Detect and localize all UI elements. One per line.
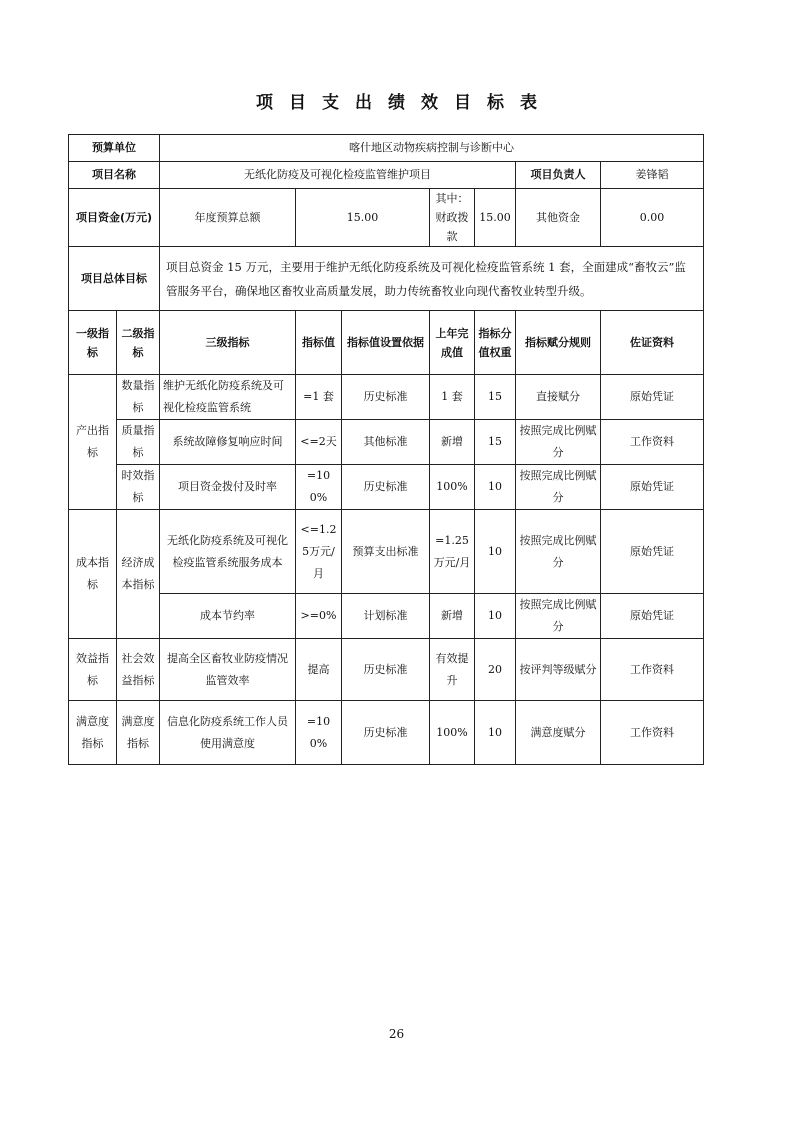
title-char: 效 (421, 93, 438, 113)
evidence-cell: 工作资料 (601, 701, 704, 765)
weight-cell: 20 (475, 639, 516, 701)
level3-cell: 无纸化防疫系统及可视化检疫监管系统服务成本 (160, 510, 296, 594)
group-cost: 成本指标 (69, 510, 117, 639)
project-leader-label: 项目负责人 (516, 162, 601, 189)
other-funds-value: 0.00 (601, 189, 704, 247)
rule-cell: 满意度赋分 (516, 701, 601, 765)
table-row (69, 465, 704, 510)
column-header-row (69, 311, 704, 375)
weight-cell: 10 (475, 510, 516, 594)
col-value: 指标值 (296, 311, 342, 375)
title-char: 表 (520, 93, 537, 113)
rule-cell: 按照完成比例赋分 (516, 510, 601, 594)
annual-budget-value: 15.00 (296, 189, 430, 247)
table-row (69, 375, 704, 420)
value-cell: <=2天 (296, 420, 342, 465)
title-char: 绩 (388, 93, 405, 113)
evidence-cell: 原始凭证 (601, 510, 704, 594)
value-cell: <=1.25万元/月 (296, 510, 342, 594)
basis-cell: 历史标准 (342, 701, 430, 765)
col-rule: 指标赋分规则 (516, 311, 601, 375)
table-row (69, 701, 704, 765)
title-char: 支 (322, 93, 339, 113)
table-row (69, 135, 704, 162)
rule-cell: 按照完成比例赋分 (516, 594, 601, 639)
level2-cell: 时效指标 (117, 465, 160, 510)
rule-cell: 按照完成比例赋分 (516, 465, 601, 510)
table-row (69, 247, 704, 311)
other-funds-label: 其他资金 (516, 189, 601, 247)
project-name-label: 项目名称 (69, 162, 160, 189)
evidence-cell: 原始凭证 (601, 465, 704, 510)
weight-cell: 10 (475, 465, 516, 510)
weight-cell: 10 (475, 594, 516, 639)
rule-cell: 按评判等级赋分 (516, 639, 601, 701)
basis-cell: 计划标准 (342, 594, 430, 639)
basis-cell: 历史标准 (342, 375, 430, 420)
level3-cell: 提高全区畜牧业防疫情况监管效率 (160, 639, 296, 701)
title-char: 目 (289, 93, 306, 113)
col-weight: 指标分值权重 (475, 311, 516, 375)
fiscal-value: 15.00 (475, 189, 516, 247)
title-char: 项 (256, 93, 273, 113)
evidence-cell: 工作资料 (601, 639, 704, 701)
evidence-cell: 原始凭证 (601, 594, 704, 639)
last-year-cell: 100% (430, 701, 475, 765)
goal-label: 项目总体目标 (69, 247, 160, 311)
goal-text: 项目总资金 15 万元，主要用于维护无纸化防疫系统及可视化检疫监管系统 1 套，全面建成“畜牧云”监管服务平台，确保地区畜牧业高质量发展，助力传统畜牧业向现代畜牧业转型升级。 (160, 247, 704, 311)
title-char: 出 (355, 93, 372, 113)
table-row (69, 639, 704, 701)
rule-cell: 按照完成比例赋分 (516, 420, 601, 465)
basis-cell: 其他标准 (342, 420, 430, 465)
last-year-cell: 1 套 (430, 375, 475, 420)
level3-cell: 成本节约率 (160, 594, 296, 639)
level3-cell: 信息化防疫系统工作人员使用满意度 (160, 701, 296, 765)
page-number: 26 (388, 1027, 405, 1041)
last-year-cell: 新增 (430, 420, 475, 465)
value-cell: =1 套 (296, 375, 342, 420)
value-cell: 提高 (296, 639, 342, 701)
funds-label: 项目资金(万元) (69, 189, 160, 247)
annual-budget-label: 年度预算总额 (160, 189, 296, 247)
level2-cell: 经济成本指标 (117, 510, 160, 639)
col-basis: 指标值设置依据 (342, 311, 430, 375)
basis-cell: 历史标准 (342, 465, 430, 510)
evidence-cell: 原始凭证 (601, 375, 704, 420)
weight-cell: 15 (475, 375, 516, 420)
group-benefit: 效益指标 (69, 639, 117, 701)
group-satisfaction: 满意度指标 (69, 701, 117, 765)
fiscal-label: 其中：财政拨款 (430, 189, 475, 247)
level2-cell: 质量指标 (117, 420, 160, 465)
col-last-year: 上年完成值 (430, 311, 475, 375)
budget-unit-label: 预算单位 (69, 135, 160, 162)
budget-unit-value: 喀什地区动物疾病控制与诊断中心 (160, 135, 704, 162)
last-year-cell: 100% (430, 465, 475, 510)
weight-cell: 10 (475, 701, 516, 765)
project-name-value: 无纸化防疫及可视化检疫监管维护项目 (160, 162, 516, 189)
project-leader-value: 姜锋韬 (601, 162, 704, 189)
table-row (69, 510, 704, 594)
rule-cell: 直接赋分 (516, 375, 601, 420)
last-year-cell: =1.25万元/月 (430, 510, 475, 594)
level2-cell: 满意度指标 (117, 701, 160, 765)
level2-cell: 社会效益指标 (117, 639, 160, 701)
col-evidence: 佐证资料 (601, 311, 704, 375)
table-row (69, 189, 704, 247)
table-row (69, 594, 704, 639)
last-year-cell: 有效提升 (430, 639, 475, 701)
page-title (0, 88, 793, 113)
col-level1: 一级指标 (69, 311, 117, 375)
title-char: 标 (487, 93, 504, 113)
level3-cell: 项目资金拨付及时率 (160, 465, 296, 510)
evidence-cell: 工作资料 (601, 420, 704, 465)
col-level2: 二级指标 (117, 311, 160, 375)
performance-table (68, 134, 704, 765)
col-level3: 三级指标 (160, 311, 296, 375)
table-row (69, 162, 704, 189)
title-char: 目 (454, 93, 471, 113)
weight-cell: 15 (475, 420, 516, 465)
table-row (69, 420, 704, 465)
last-year-cell: 新增 (430, 594, 475, 639)
level3-cell: 维护无纸化防疫系统及可视化检疫监管系统 (160, 375, 296, 420)
group-output: 产出指标 (69, 375, 117, 510)
value-cell: >=0% (296, 594, 342, 639)
value-cell: =100% (296, 465, 342, 510)
basis-cell: 预算支出标准 (342, 510, 430, 594)
basis-cell: 历史标准 (342, 639, 430, 701)
value-cell: =100% (296, 701, 342, 765)
level3-cell: 系统故障修复响应时间 (160, 420, 296, 465)
level2-cell: 数量指标 (117, 375, 160, 420)
